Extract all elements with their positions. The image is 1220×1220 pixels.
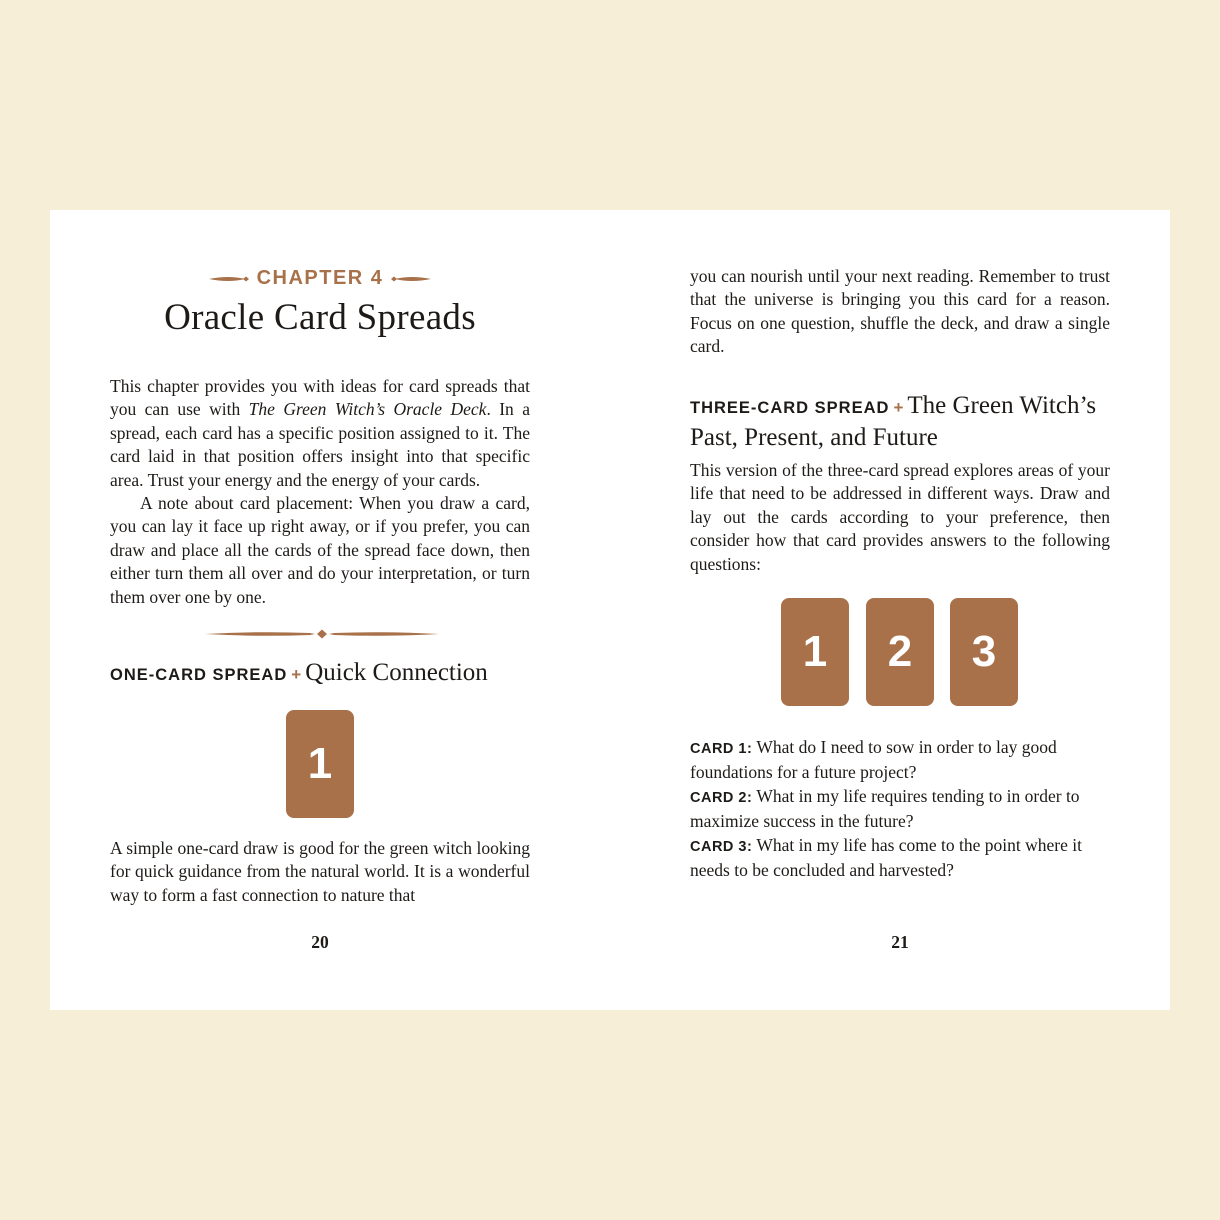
flourish-right-icon: [391, 274, 431, 284]
question-text: What in my life has come to the point where it needs to be concluded and harvested?: [690, 834, 1082, 881]
oracle-card-1: 1: [781, 598, 849, 706]
book-spread: [50, 210, 1170, 1010]
one-card-heading: [110, 659, 550, 687]
oracle-card-2: 2: [866, 598, 934, 706]
deck-title: The Green Witch’s Oracle Deck: [248, 399, 487, 420]
oracle-card-3: 3: [950, 598, 1018, 706]
intro-p1-start: This chapter provides you with ideas for card spreads that you can use with: [110, 376, 530, 420]
one-card-title: Quick Connection: [305, 659, 488, 686]
page-number-right: 21: [891, 932, 909, 952]
chapter-label: CHAPTER 4: [256, 267, 384, 289]
question-text: What in my life requires tending to in order to maximize success in the future?: [690, 785, 1080, 832]
one-card-description: A simple one-card draw is good for the green witch looking for quick guidance from the natural world. It is a wonderful way to form a fast connection to nature that: [110, 838, 530, 905]
question-card-1: [690, 736, 1120, 785]
question-label: CARD 2:: [690, 789, 753, 806]
one-card-label: ONE-CARD SPREAD: [110, 666, 288, 684]
three-card-description: This version of the three-card spread explores areas of your life that need to be addressed in different ways. Draw and lay out the cards according to your preference, then consider how that card provides answers to the following questions:: [690, 460, 1110, 574]
question-card-2: [690, 785, 1120, 834]
oracle-card-1: 1: [286, 710, 354, 818]
question-label: CARD 1:: [690, 741, 753, 757]
question-label: CARD 3:: [690, 838, 753, 855]
intro-paragraph-2: A note about card placement: When you draw a card, you can lay it face up right away, or if you prefer, you can draw and place all the cards of the spread face down, then either turn them all over and do your interpretation, or turn them over one by one.: [110, 493, 530, 607]
card-questions: [690, 736, 1120, 882]
plus-icon: +: [893, 398, 904, 417]
question-card-3: [690, 834, 1120, 883]
three-card-title: The Green Witch’s Past, Present, and Future: [690, 392, 1097, 451]
three-card-heading: [690, 391, 1120, 453]
plus-icon: +: [291, 665, 302, 684]
three-card-label: THREE-CARD SPREAD: [690, 399, 890, 417]
continued-text: you can nourish until your next reading. Remember to trust that the universe is bringing you this card for a reason. Focus on one question, shuffle the deck, and draw a single card.: [690, 266, 1110, 357]
page-number-left: 20: [311, 932, 329, 952]
intro-p1-end: . In a spread, each card has a specific position assigned to it. The card laid in that position offers insight into that specific area. Trust your energy and the energy of your cards.: [110, 399, 530, 490]
chapter-title: Oracle Card Spreads: [164, 297, 476, 338]
intro-text: [110, 375, 530, 609]
chapter-heading: [110, 267, 530, 290]
ornament-divider-icon: [205, 628, 439, 640]
question-text: What do I need to sow in order to lay good foundations for a future project?: [690, 737, 1057, 783]
flourish-left-icon: [209, 274, 249, 284]
intro-paragraph-1: [110, 375, 530, 492]
